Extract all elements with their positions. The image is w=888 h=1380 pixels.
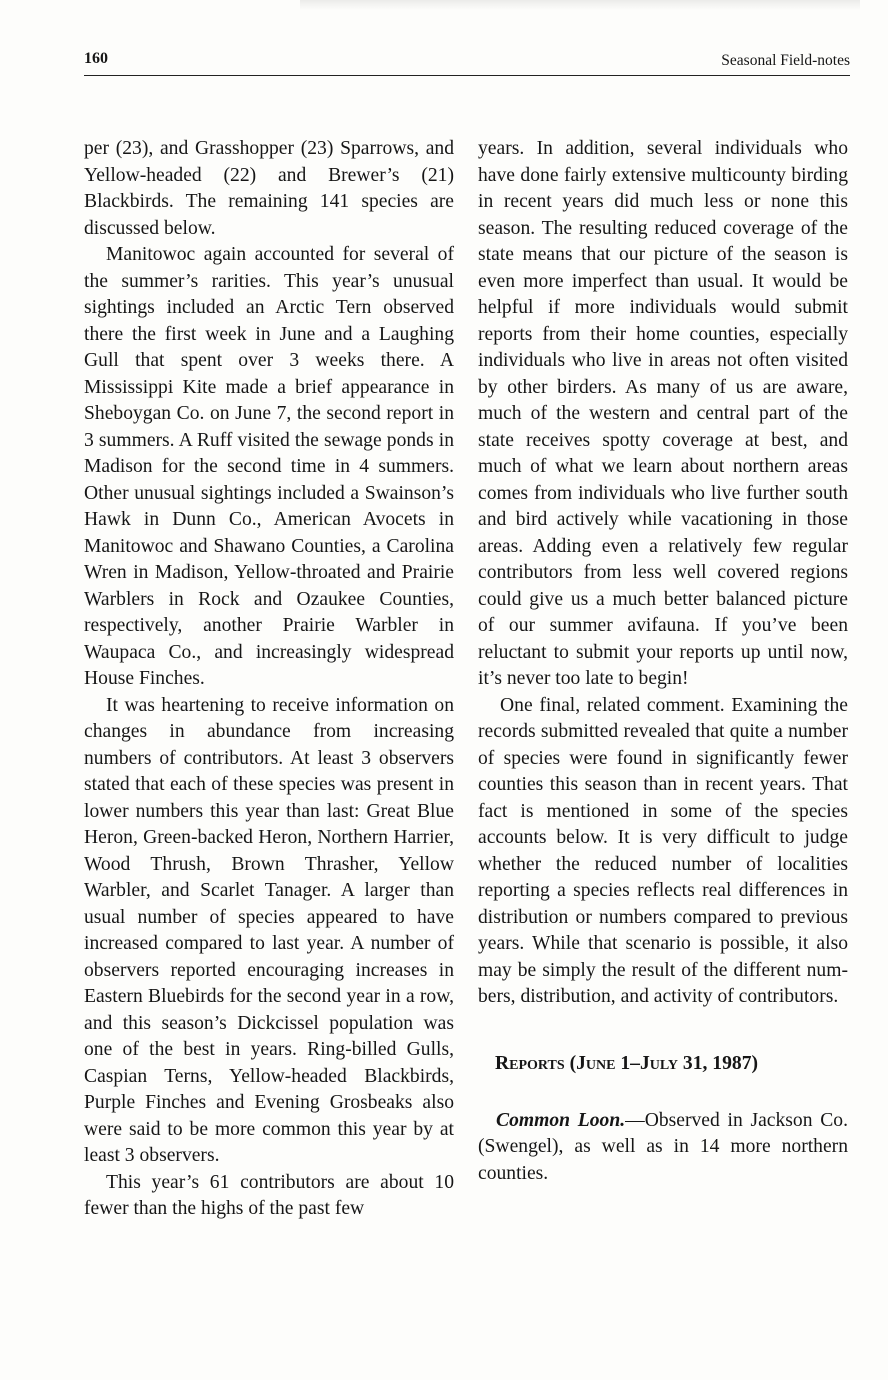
paragraph: years. In addition, several individuals who have done fairly extensive multicounty birding in recent years did much less or none this season. The resulting reduced coverage of the state means that our picture of the season is even more imperfect than usual. It would be helpful if more individuals would submit reports from their home counties, especially individuals who live in areas not often visited by other birders. As many of us are aware, much of the western and central part of the state receives spotty coverage at best, and much of what we learn about northern areas comes from individuals who live further south and bird actively while vacationing in those areas. Adding even a relatively few regular contributors from less well covered regions could give us a much better balanced picture of our summer avifauna. If you’ve been reluctant to submit your reports up until now, it’s never too late to begin! — [478, 138, 848, 689]
species-account — [478, 1108, 848, 1188]
paragraph: One final, related comment. Examining the records submitted revealed that quite a number of species were found in significantly fewer counties this season than in recent years. That fact is mentioned in some of the species accounts below. It is very difficult to judge whether the reduced number of localities reporting a species reflects real differences in distribution or numbers compared to previous years. While that scenario is possible, it also may be simply the result of the different numbers, distribution, and activity of contributors. — [478, 694, 848, 1007]
species-text: —Observed in Jackson Co. (Swengel), as well as in 14 more northern counties. — [478, 1109, 848, 1184]
scan-edge-shadow — [300, 0, 860, 10]
right-column — [478, 136, 848, 1187]
paragraph: per (23), and Grasshopper (23) Sparrows, and Yellow-headed (22) and Brewer’s (21) Blackbirds. The remaining 141 species are discussed below. — [84, 138, 454, 239]
species-name: Common Loon. — [496, 1109, 626, 1131]
paragraph: It was heartening to receive information on changes in abundance from increasing numbers of contributors. At least 3 observers stated that each of these species was present in lower numbers this year than last: Great Blue Heron, Green-backed Heron, Northern Harrier, Wood Thrush, Brown Thrasher, Yellow Warbler, and Scarlet Tanager. A larger than usual number of species appeared to have increased compared to last year. A number of observers reported encouraging increases in Eastern Bluebirds for the second year in a row, and this season’s Dickcissel population was one of the best in years. Ring-billed Gulls, Caspian Terns, Yellow-headed Blackbirds, Purple Finches and Evening Grosbeaks also were said to be more common this year by at least 3 observers. — [84, 694, 454, 1166]
paragraph: Manitowoc again accounted for several of the summer’s rarities. This year’s unusual sightings included an Arctic Tern observed there the first week in June and a Laughing Gull that spent over 3 weeks there. A Mississippi Kite made a brief appearance in Sheboygan Co. on June 7, the second report in 3 summers. A Ruff visited the sewage ponds in Madison for the second time in 4 summers. Other unusual sightings included a Swainson’s Hawk in Dunn Co., American Avocets in Manitowoc and Shawano Counties, a Carolina Wren in Madison, Yellow-throated and Prairie Warblers in Rock and Ozaukee Counties, respectively, another Prairie Warbler in Waupaca Co., and increasingly widespread House Finches. — [84, 244, 454, 689]
reports-heading-text: Reports (June 1–July 31, 1987) — [495, 1052, 759, 1074]
paragraph: This year’s 61 contributors are about 10 fewer than the highs of the past few — [84, 1171, 454, 1219]
page-number: 160 — [84, 50, 108, 67]
header-rule — [84, 75, 850, 76]
left-column — [84, 136, 454, 1223]
running-title: Seasonal Field-notes — [721, 52, 850, 69]
section-heading — [478, 1053, 848, 1075]
